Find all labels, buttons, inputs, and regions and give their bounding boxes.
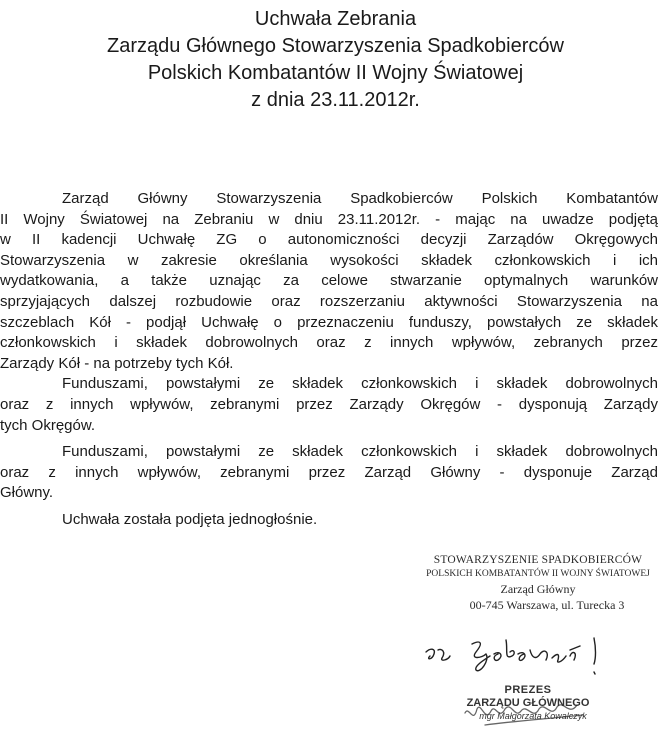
- body-line: Zarząd Główny Stowarzyszenia Spadkobierców Polskich Kombatantów: [62, 190, 658, 207]
- body-line: Stowarzyszenia w zakresie określania wysokości składek członkowskich i ich: [0, 251, 658, 269]
- document-title: [0, 6, 671, 114]
- president-signature: [455, 695, 595, 735]
- title-line-1: Uchwała Zebrania: [254, 8, 417, 30]
- body-line: Funduszami, powstałymi ze składek członkowskich i składek dobrowolnych: [62, 443, 658, 461]
- body-line: sprzyjających dalszej rozbudowie oraz rozszerzaniu aktywności Stowarzyszenia na: [0, 292, 658, 310]
- body-line: II Wojny Światowej na Zebraniu w dniu 23.11.2012r. - mając na uwadze podjętą: [0, 210, 658, 228]
- body-line: Uchwała została podjęta jednogłośnie.: [62, 510, 318, 528]
- title-line-3: Polskich Kombatantów II Wojny Światowej: [147, 62, 524, 84]
- president-board: ZARZĄDU GŁÓWNEGO: [466, 697, 590, 709]
- paragraph-1: [0, 189, 658, 374]
- president-name: mgr Małgorzata Kowalczyk: [479, 711, 587, 721]
- paragraph-4: [62, 510, 658, 531]
- body-line: w II kadencji Uchwałę ZG o autonomiczności decyzji Zarządów Okręgowych: [0, 231, 658, 249]
- body-line: oraz z innych wpływów, zebranymi przez Zarząd Główny - dysponuje Zarząd: [0, 463, 658, 481]
- president-title: PREZES: [504, 684, 552, 696]
- body-line: członkowskich i składek dobrowolnych oraz z innych wpływów, zebranych przez: [0, 334, 658, 352]
- title-line-4: z dnia 23.11.2012r.: [251, 89, 420, 111]
- resolution-body: [0, 189, 658, 531]
- body-line: Zarządy Kół - na potrzeby tych Kół.: [0, 354, 234, 372]
- handwritten-note: [420, 630, 610, 678]
- stamp-line-4: 00-745 Warszawa, ul. Turecka 3: [469, 598, 625, 612]
- body-line: Główny.: [0, 484, 54, 502]
- stamp-line-3: Zarząd Główny: [500, 582, 576, 596]
- body-line: oraz z innych wpływów, zebranymi przez Zarządy Okręgów - dysponują Zarządy: [0, 395, 658, 413]
- body-line: szczeblach Kół - podjął Uchwałę o przeznaczeniu funduszy, powstałych ze składek: [0, 313, 658, 331]
- title-line-2: Zarządu Głównego Stowarzyszenia Spadkobierców: [107, 35, 564, 57]
- organization-stamp: [420, 552, 656, 613]
- paragraph-3: [0, 442, 658, 504]
- paragraph-2: [0, 374, 658, 436]
- body-line: wydatkowania, a także uznając za celowe stwarzanie optymalnych warunków: [0, 272, 658, 290]
- body-line: Funduszami, powstałymi ze składek członkowskich i składek dobrowolnych: [62, 375, 658, 393]
- stamp-line-1: STOWARZYSZENIE SPADKOBIERCÓW: [433, 554, 643, 566]
- body-line: tych Okręgów.: [0, 416, 96, 434]
- stamp-line-2: POLSKICH KOMBATANTÓW II WOJNY ŚWIATOWEJ: [426, 569, 650, 579]
